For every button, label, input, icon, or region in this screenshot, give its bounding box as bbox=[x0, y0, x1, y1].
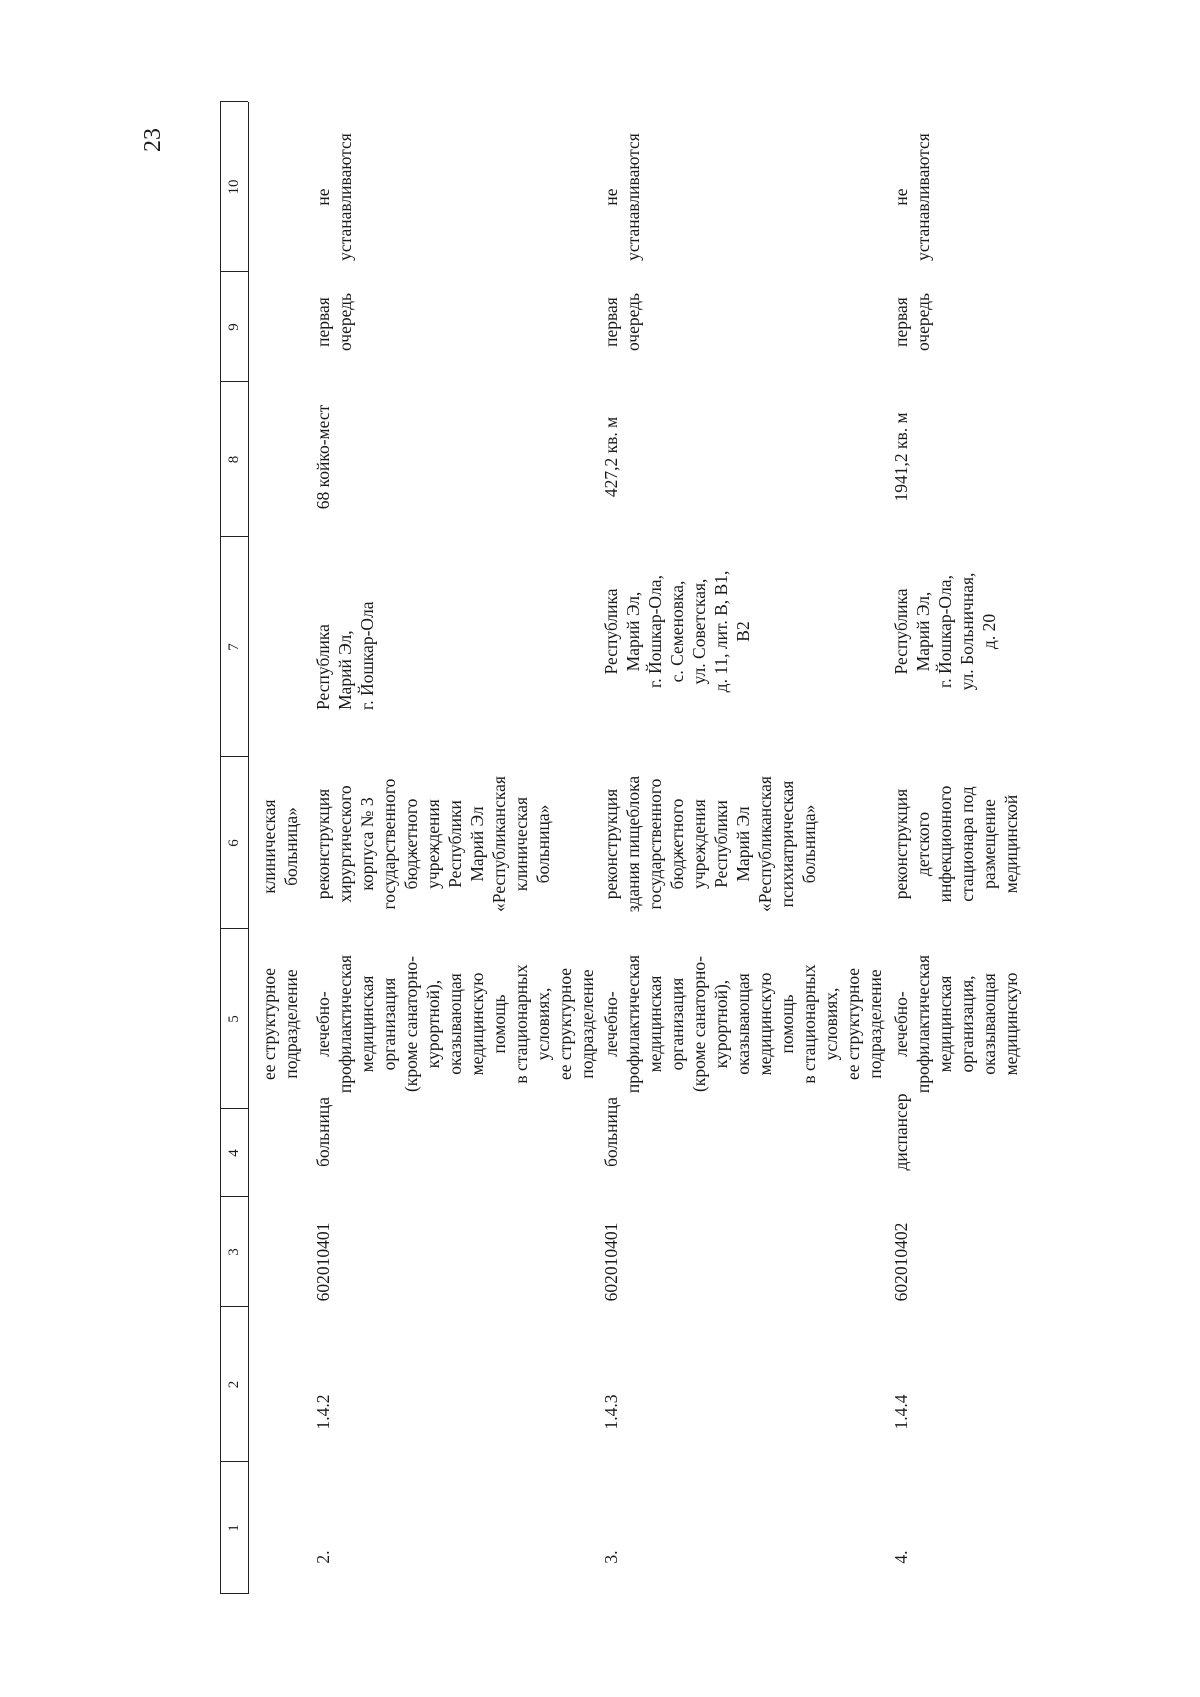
row-purpose: лечебно- профилактическая медицинская организация, оказывающая медицинскую bbox=[891, 954, 1021, 1094]
row-number: 3. bbox=[601, 1550, 621, 1564]
row-oktmo: 602010402 bbox=[891, 1222, 911, 1302]
row-type: больница bbox=[313, 1097, 333, 1167]
header-column-number: 6 bbox=[226, 839, 242, 847]
header-column-number: 2 bbox=[226, 1380, 242, 1389]
row-stage: первая очередь bbox=[891, 292, 933, 352]
header-column-number: 1 bbox=[226, 1524, 242, 1532]
row-purpose: лечебно- профилактическая медицинская организация (кроме санаторно- курортной), оказывающая медицинскую помощь в стационарных условиях, ее структурное подразделение bbox=[601, 954, 885, 1094]
header-column-number: 3 bbox=[226, 1248, 242, 1256]
header-column-number: 10 bbox=[226, 179, 242, 195]
row-oktmo: 602010401 bbox=[601, 1222, 621, 1302]
row-code: 1.4.3 bbox=[601, 1394, 621, 1430]
row-zones: не устанавливаются bbox=[601, 133, 643, 261]
row-number: 2. bbox=[313, 1550, 333, 1564]
header-column-number: 4 bbox=[226, 1149, 242, 1157]
row-location: Республика Марий Эл, г. Йошкар-Ола, с. Семеновка, ул. Советская, д. 11, лит. В, В1, В2 bbox=[601, 570, 753, 693]
row-type: диспансер bbox=[891, 1093, 911, 1171]
header-bottom-rule bbox=[248, 102, 249, 1594]
row-stage: первая очередь bbox=[601, 292, 643, 352]
row-purpose: лечебно- профилактическая медицинская организация (кроме санаторно- курортной), оказывающая медицинскую помощь в стационарных условиях, ее структурное подразделение bbox=[313, 954, 597, 1094]
row-location: Республика Марий Эл, г. Йошкар-Ола bbox=[313, 601, 377, 710]
row-stage: первая очередь bbox=[313, 292, 355, 352]
row-oktmo: 602010401 bbox=[313, 1222, 333, 1302]
row-number: 4. bbox=[891, 1550, 911, 1564]
header-column-number: 7 bbox=[226, 643, 242, 651]
row-zones: не устанавливаются bbox=[891, 133, 933, 261]
header-column-number: 9 bbox=[226, 323, 242, 331]
header-top-rule bbox=[220, 102, 221, 1594]
row-location: Республика Марий Эл, г. Йошкар-Ола, ул. Больничная, д. 20 bbox=[891, 572, 999, 691]
page-number: 23 bbox=[140, 128, 166, 152]
row-object: реконструкция детского инфекционного стационара под размещение медицинской bbox=[891, 785, 1021, 903]
header-column-number: 8 bbox=[226, 455, 242, 464]
row-code: 1.4.4 bbox=[891, 1394, 911, 1430]
row-object: реконструкция здания пищеблока государственного бюджетного учреждения Республики Марий Эл «Республиканская психиатрическая больница» bbox=[601, 775, 819, 913]
row-capacity: 68 койко-мест bbox=[313, 404, 333, 510]
row-code: 1.4.2 bbox=[313, 1394, 333, 1430]
row-type: больница bbox=[601, 1097, 621, 1167]
carryover-col5: ее структурное подразделение bbox=[259, 967, 301, 1081]
row-object: реконструкция хирургического корпуса № 3 государственного бюджетного учреждения Республики Марий Эл «Республиканская клиническая больница» bbox=[313, 776, 553, 912]
carryover-col6: клиническая больница» bbox=[259, 799, 301, 894]
row-capacity: 1941,2 кв. м bbox=[891, 412, 911, 502]
row-capacity: 427,2 кв. м bbox=[601, 416, 621, 498]
header-column-number: 5 bbox=[226, 1015, 242, 1023]
row-zones: не устанавливаются bbox=[313, 133, 355, 261]
